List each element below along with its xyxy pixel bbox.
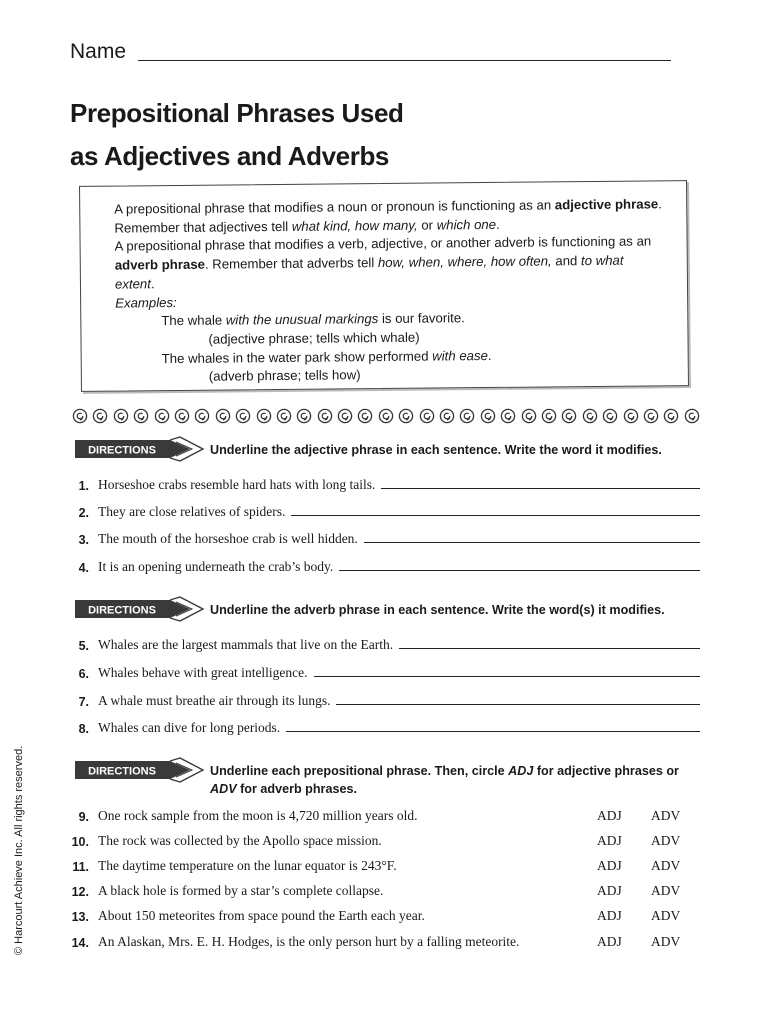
spiral-icon — [623, 408, 639, 424]
spiral-icon — [419, 408, 435, 424]
answer-line[interactable] — [314, 676, 700, 677]
name-line — [138, 60, 671, 61]
spiral-icon — [480, 408, 496, 424]
list-item: 11. The daytime temperature on the lunar equator is 243°F. ADJ ADV — [72, 858, 681, 874]
spiral-icon — [133, 408, 149, 424]
adv-option[interactable]: ADV — [651, 934, 681, 949]
spiral-icon — [602, 408, 618, 424]
spiral-icon — [194, 408, 210, 424]
list-item: 3. The mouth of the horseshoe crab is well hidden. — [70, 527, 700, 547]
answer-line[interactable] — [336, 704, 700, 705]
spiral-icon — [378, 408, 394, 424]
directions-badge-icon — [72, 436, 207, 462]
answer-line[interactable] — [286, 731, 700, 732]
spiral-divider — [72, 405, 700, 427]
answer-line[interactable] — [364, 542, 700, 543]
spiral-icon — [398, 408, 414, 424]
adj-option[interactable]: ADJ — [597, 934, 622, 949]
list-item: 8. Whales can dive for long periods. — [70, 716, 700, 736]
adv-option[interactable]: ADV — [651, 908, 681, 923]
answer-line[interactable] — [381, 488, 700, 489]
spiral-icon — [337, 408, 353, 424]
example-2-note: (adverb phrase; tells how) — [208, 367, 361, 385]
spiral-icon — [459, 408, 475, 424]
title-line-1: Prepositional Phrases Used — [70, 98, 404, 128]
spiral-icon — [317, 408, 333, 424]
page-title — [70, 92, 404, 178]
adv-option[interactable]: ADV — [651, 883, 681, 898]
list-item: 5. Whales are the largest mammals that live on the Earth. — [70, 633, 700, 653]
adv-option[interactable]: ADV — [651, 808, 681, 823]
list-item: 2. They are close relatives of spiders. — [70, 500, 700, 520]
answer-line[interactable] — [291, 515, 700, 516]
list-item: 13. About 150 meteorites from space pound the Earth each year. ADJ ADV — [71, 908, 681, 924]
directions-badge-icon — [72, 596, 207, 622]
list-item: 4. It is an opening underneath the crab’s body. — [70, 555, 700, 575]
spiral-icon — [296, 408, 312, 424]
spiral-icon — [561, 408, 577, 424]
spiral-icon — [113, 408, 129, 424]
spiral-icon — [174, 408, 190, 424]
adj-option[interactable]: ADJ — [597, 908, 622, 923]
example-1: The whale with the unusual markings is our favorite. — [161, 310, 465, 329]
directions-text-2: Underline the adverb phrase in each sentence. Write the word(s) it modifies. — [210, 603, 665, 617]
list-item: 14. An Alaskan, Mrs. E. H. Hodges, is the only person hurt by a falling meteorite. ADJ ADV — [71, 934, 681, 950]
list-item: 1. Horseshoe crabs resemble hard hats with long tails. — [70, 473, 700, 493]
adv-option[interactable]: ADV — [651, 833, 681, 848]
svg-text:DIRECTIONS: DIRECTIONS — [88, 604, 156, 617]
adv-option[interactable]: ADV — [651, 858, 681, 873]
directions-badge-icon — [72, 757, 207, 783]
spiral-icon — [582, 408, 598, 424]
list-item: 6. Whales behave with great intelligence. — [70, 661, 700, 681]
adj-option[interactable]: ADJ — [597, 833, 622, 848]
answer-line[interactable] — [339, 570, 700, 571]
spiral-icon — [256, 408, 272, 424]
spiral-icon — [663, 408, 679, 424]
title-line-2: as Adjectives and Adverbs — [70, 141, 389, 171]
copyright-notice: © Harcourt Achieve Inc. All rights reserved. — [13, 745, 25, 955]
name-label: Name — [70, 40, 127, 63]
spiral-icon — [276, 408, 292, 424]
example-1-note: (adjective phrase; tells which whale) — [208, 329, 420, 347]
list-item: 7. A whale must breathe air through its lungs. — [70, 689, 700, 709]
adj-option[interactable]: ADJ — [597, 808, 622, 823]
adj-option[interactable]: ADJ — [597, 883, 622, 898]
list-item: 9. One rock sample from the moon is 4,720 million years old. ADJ ADV — [78, 808, 681, 824]
spiral-icon — [92, 408, 108, 424]
spiral-icon — [154, 408, 170, 424]
example-2: The whales in the water park show performed with ease. — [161, 347, 492, 366]
adj-option[interactable]: ADJ — [597, 858, 622, 873]
spiral-icon — [500, 408, 516, 424]
answer-line[interactable] — [399, 648, 700, 649]
directions-text-1: Underline the adjective phrase in each sentence. Write the word it modifies. — [210, 443, 662, 457]
spiral-icon — [235, 408, 251, 424]
spiral-icon — [521, 408, 537, 424]
svg-text:DIRECTIONS: DIRECTIONS — [88, 444, 156, 457]
adverb-rule: A prepositional phrase that modifies a verb, adjective, or another adverb is functioning as an adverb phrase. Remember that adverbs tell how, when, where, how often, and to what extent. — [114, 233, 652, 292]
svg-text:DIRECTIONS: DIRECTIONS — [88, 765, 156, 778]
directions-text-3: Underline each prepositional phrase. Then, circle ADJ for adjective phrases or ADV for adverb phrases. — [210, 764, 679, 796]
spiral-icon — [684, 408, 700, 424]
spiral-icon — [357, 408, 373, 424]
info-box — [79, 180, 689, 392]
examples-label: Examples: — [115, 294, 177, 311]
spiral-icon — [643, 408, 659, 424]
spiral-icon — [439, 408, 455, 424]
info-box-text — [114, 195, 664, 387]
spiral-icon — [72, 408, 88, 424]
spiral-icon — [541, 408, 557, 424]
spiral-icon — [215, 408, 231, 424]
list-item: 12. A black hole is formed by a star’s complete collapse. ADJ ADV — [71, 883, 681, 899]
list-item: 10. The rock was collected by the Apollo space mission. ADJ ADV — [71, 833, 681, 849]
adjective-rule: A prepositional phrase that modifies a noun or pronoun is functioning as an adjective phrase. Remember that adjectives tell what kind, how many, or which one. — [114, 196, 662, 236]
